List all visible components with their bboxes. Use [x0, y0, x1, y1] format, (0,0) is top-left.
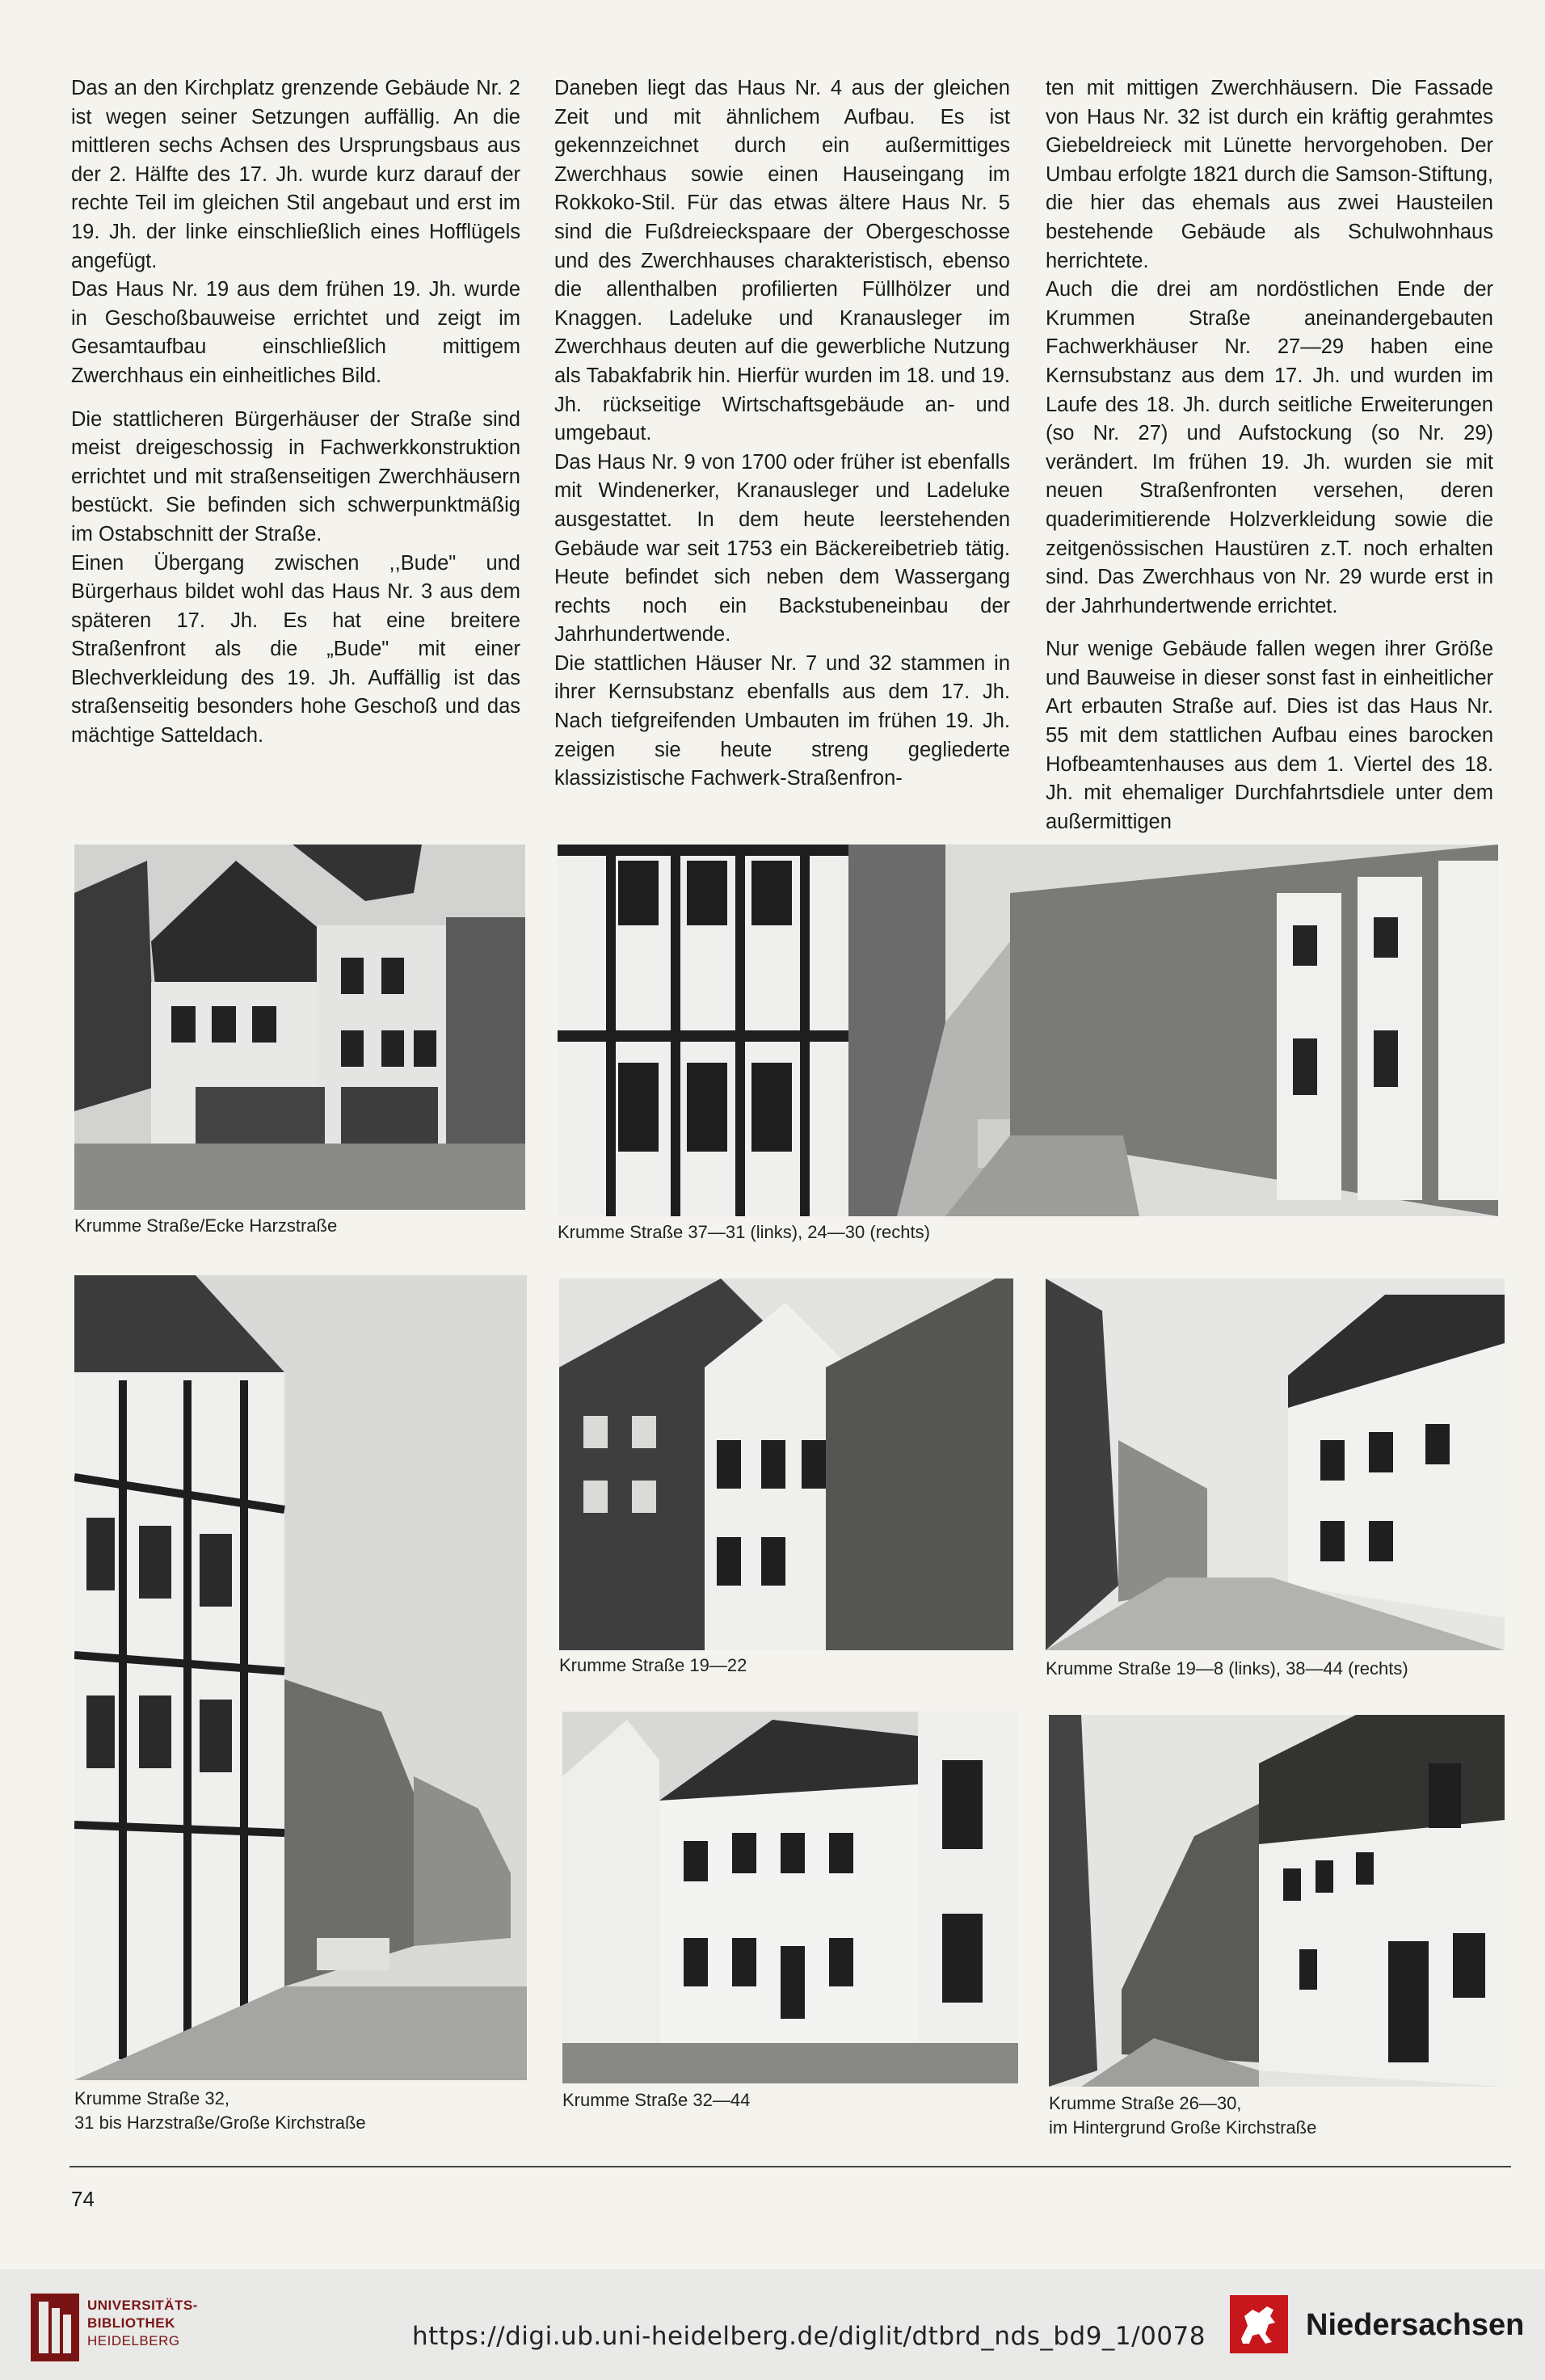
- paragraph: Die stattlicheren Bürgerhäuser der Straße sind meist dreigeschossig in Fachwerkkonstruktion errichtet und mit straßenseitigen Zwerchhäusern bestückt. Sie befinden sich schwerpunktmäßig im Ostabschnitt der Straße.: [71, 407, 520, 546]
- paragraph: Daneben liegt das Haus Nr. 4 aus der gleichen Zeit und mit ähnlichem Aufbau. Es ist gekennzeichnet durch ein außermittiges Zwerchhaus sowie einen Hauseingang im Rokkoko-Stil. Für das etwas ältere Haus Nr. 5 sind die Fußdreieckspaare der Obergeschosse und des Zwerchhauses charakteristisch, ebenso die allenthalben profilierten Füllhölzer und Knaggen. Ladeluke und Kranausleger im Zwerchhaus deuten auf die gewerbliche Nutzung als Tabakfabrik hin. Hierfür wurden im 18. und 19. Jh. rückseitige Wirtschaftsgebäude an- und umgebaut.: [554, 77, 1010, 445]
- paragraph: Das an den Kirchplatz grenzende Gebäude Nr. 2 ist wegen seiner Setzungen auffällig. An die mittleren sechs Achsen des Ursprungsbaus aus der 2. Hälfte des 17. Jh. wurde kurz darauf der rechte Teil im gleichen Stil angebaut und erst im 19. Jh. der linke einschließlich eines Hofflügels angefügt.: [71, 77, 520, 272]
- photo-krumme-strasse-32-44: [562, 1712, 1018, 2083]
- photo-caption: 31 bis Harzstraße/Große Kirchstraße: [74, 2113, 366, 2133]
- photo-caption: Krumme Straße 19—22: [559, 1655, 747, 1675]
- paragraph: Die stattlichen Häuser Nr. 7 und 32 stammen in ihrer Kernsubstanz ebenfalls aus dem 17. Jh. Nach tiefgreifenden Umbauten im frühen 19. Jh. zeigen sie heute streng gegliederte klassizistische Fachwerk-Straßenfron-: [554, 651, 1010, 790]
- photo-caption: Krumme Straße 26—30,: [1049, 2093, 1242, 2113]
- state-name[interactable]: Niedersachsen: [1306, 2308, 1525, 2342]
- photo-krumme-strasse-ecke-harzstrasse: [74, 845, 525, 1210]
- library-line: BIBLIOTHEK: [87, 2315, 175, 2331]
- university-library-logo-icon[interactable]: [31, 2294, 79, 2361]
- photo-caption: im Hintergrund Große Kirchstraße: [1049, 2117, 1317, 2138]
- photo-caption: Krumme Straße 37—31 (links), 24—30 (rechts): [558, 1222, 930, 1242]
- library-line: UNIVERSITÄTS-: [87, 2298, 198, 2313]
- text-column-2: [554, 74, 1010, 794]
- university-library-name[interactable]: [87, 2297, 198, 2350]
- photo-caption: Krumme Straße/Ecke Harzstraße: [74, 1215, 338, 1236]
- paragraph: Das Haus Nr. 19 aus dem frühen 19. Jh. wurde in Geschoßbauweise errichtet und zeigt im Gesamtaufbau einschließlich mittigem Zwerchhaus ein einheitliches Bild.: [71, 278, 520, 387]
- paragraph: Nur wenige Gebäude fallen wegen ihrer Größe und Bauweise in dieser sonst fast in einheitlicher Art erbauten Straße auf. Dies ist das Haus Nr. 55 mit dem stattlichen Aufbau eines barocken Hofbeamtenhauses aus dem 1. Viertel des 18. Jh. mit ehemaliger Durchfahrtsdiele unter dem außermittigen: [1046, 638, 1493, 833]
- library-line: HEIDELBERG: [87, 2333, 180, 2348]
- photo-krumme-strasse-19-22: [559, 1278, 1013, 1650]
- niedersachsen-horse-icon[interactable]: [1230, 2295, 1288, 2353]
- permalink-url[interactable]: https://digi.ub.uni-heidelberg.de/diglit/dtbrd_nds_bd9_1/0078: [412, 2322, 1206, 2351]
- photo-caption: Krumme Straße 32,: [74, 2088, 229, 2108]
- photo-krumme-strasse-32: [74, 1275, 527, 2080]
- text-column-1: [71, 74, 520, 751]
- photo-caption: Krumme Straße 19—8 (links), 38—44 (rechts): [1046, 1658, 1408, 1679]
- photo-krumme-strasse-37-31-24-30: [558, 845, 1498, 1216]
- paragraph: Einen Übergang zwischen ,,Bude" und Bürgerhaus bildet wohl das Haus Nr. 3 aus dem späteren 17. Jh. Es hat eine breitere Straßenfront als die „Bude" mit einer Blechverkleidung des 19. Jh. Auffällig ist das straßenseitig besonders hohe Geschoß und das mächtige Satteldach.: [71, 551, 520, 748]
- paragraph: Auch die drei am nordöstlichen Ende der Krummen Straße aneinandergebauten Fachwerkhäuser Nr. 27—29 haben eine Kernsubstanz aus dem 17. Jh. und wurden im Laufe des 18. Jh. durch seitliche Erweiterungen (so Nr. 27) und Aufstockung (so Nr. 29) verändert. Im frühen 19. Jh. wurden sie mit neuen Straßenfronten versehen, deren quaderimitierende Holzverkleidung sowie die zeitgenössischen Haustüren z.T. noch erhalten sind. Das Zwerchhaus von Nr. 29 wurde erst in der Jahrhundertwende errichtet.: [1046, 278, 1493, 617]
- paragraph: ten mit mittigen Zwerchhäusern. Die Fassade von Haus Nr. 32 ist durch ein kräftig gerahmtes Giebeldreieck mit Lünette hervorgehoben. Der Umbau erfolgte 1821 durch die Samson-Stiftung, die hier das ehemals aus zwei Hausteilen bestehende Gebäude als Schulwohnhaus herrichtete.: [1046, 77, 1493, 272]
- paragraph: Das Haus Nr. 9 von 1700 oder früher ist ebenfalls mit Windenerker, Kranausleger und Ladeluke ausgestattet. In dem heute leerstehenden Gebäude war seit 1753 ein Bäckereibetrieb tätig. Heute befindet sich neben dem Wassergang rechts noch ein Backstubeneinbau der Jahrhundertwende.: [554, 450, 1010, 647]
- text-column-3: [1046, 74, 1493, 836]
- photo-caption: Krumme Straße 32—44: [562, 2090, 751, 2110]
- page-number: 74: [71, 2187, 95, 2211]
- photo-krumme-strasse-19-8-38-44: [1046, 1278, 1505, 1650]
- photo-krumme-strasse-26-30: [1049, 1715, 1505, 2087]
- footer-rule: [69, 2166, 1511, 2167]
